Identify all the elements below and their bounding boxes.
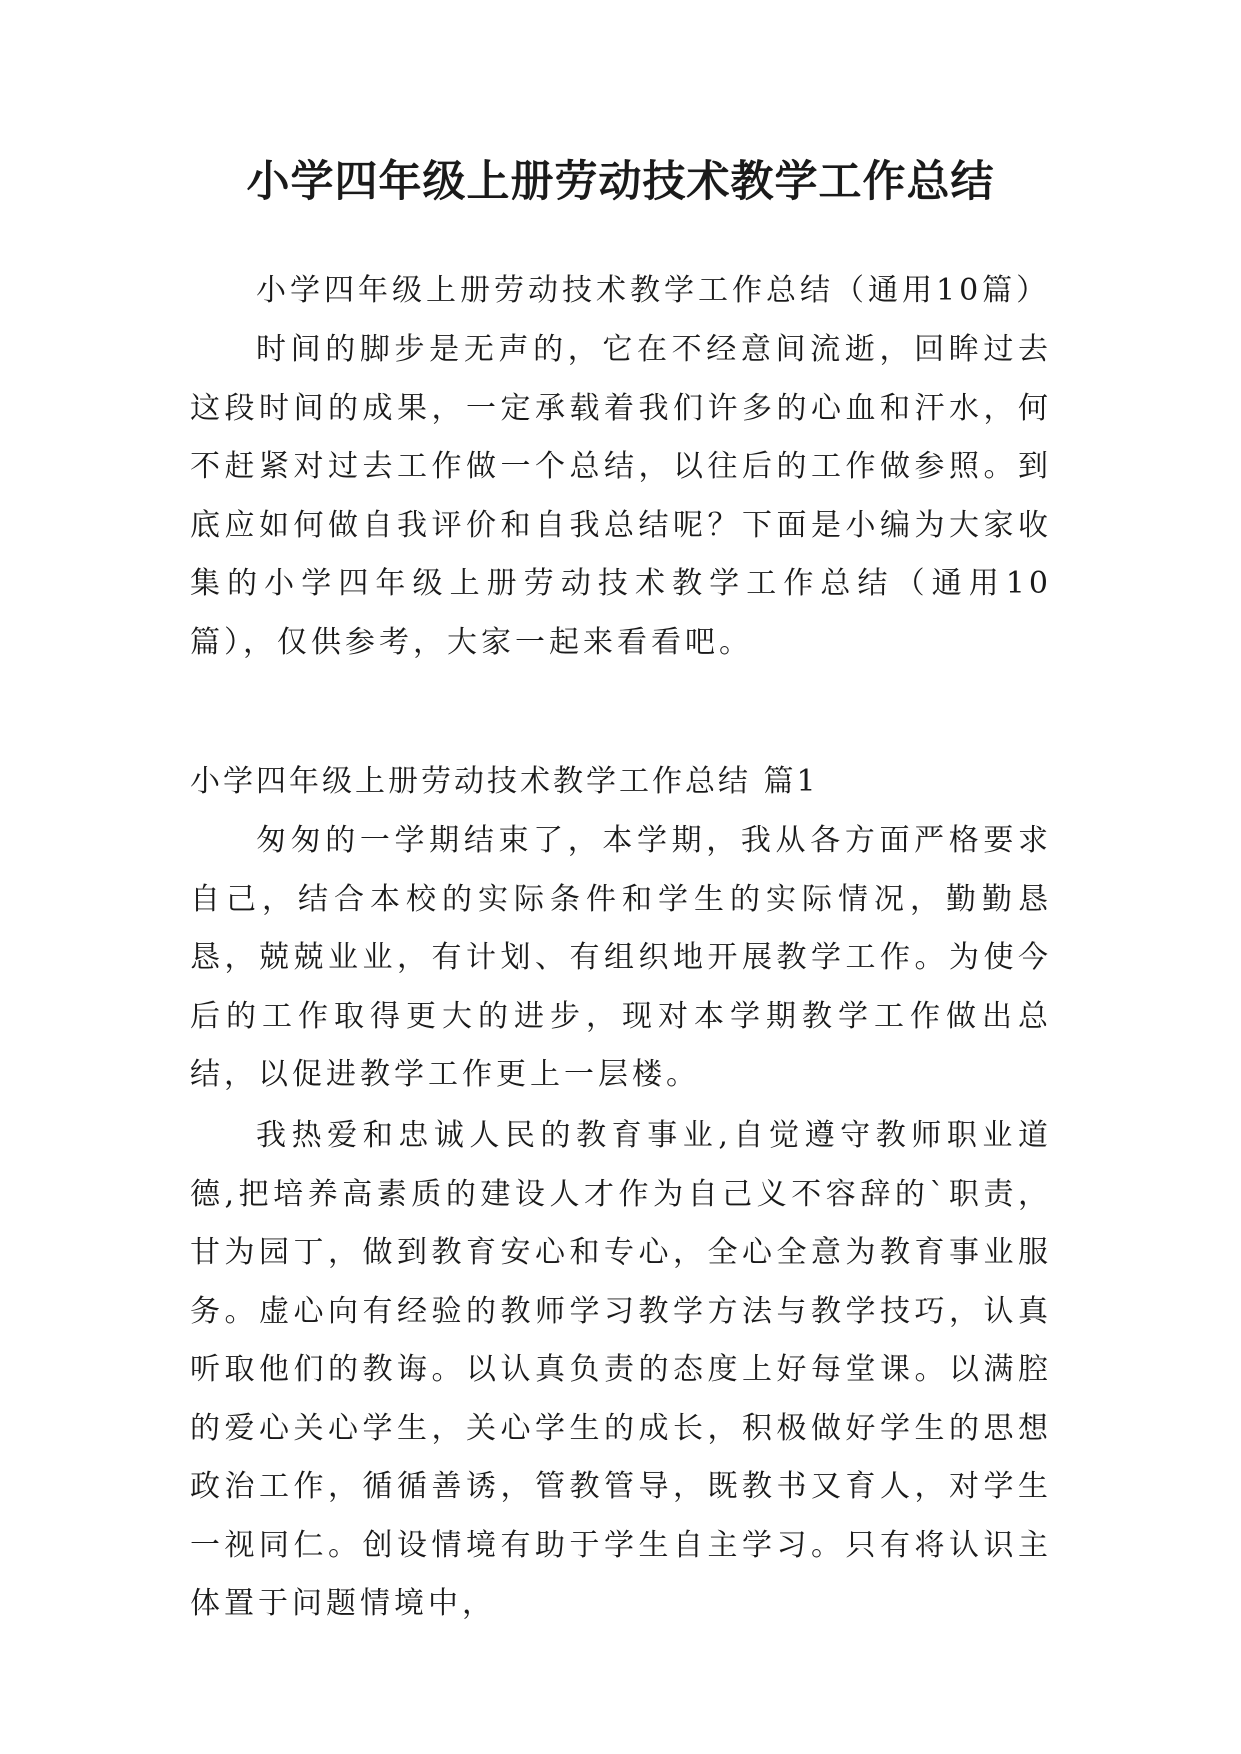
section-paragraph: 我热爱和忠诚人民的教育事业,自觉遵守教师职业道德,把培养高素质的建设人才作为自己义不容辞的`职责，甘为园丁，做到教育安心和专心，全心全意为教育事业服务。虚心向有经验的教师学习教学方法与教学技巧，认真听取他们的教诲。以认真负责的态度上好每堂课。以满腔的爱心关心学生，关心学生的成长，积极做好学生的思想政治工作，循循善诱，管教管导，既教书又育人，对学生一视同仁。创设情境有助于学生自主学习。只有将认识主体置于问题情境中， — [190, 1118, 1052, 1621]
intro-paragraph: 时间的脚步是无声的，它在不经意间流逝，回眸过去这段时间的成果，一定承载着我们许多的心血和汗水，何不赶紧对过去工作做一个总结，以往后的工作做参照。到底应如何做自我评价和自我总结呢？下面是小编为大家收集的小学四年级上册劳动技术教学工作总结（通用10篇），仅供参考，大家一起来看看吧。 — [190, 332, 1052, 660]
section-heading: 小学四年级上册劳动技术教学工作总结 篇1 — [190, 764, 819, 799]
document-title: 小学四年级上册劳动技术教学工作总结 — [246, 157, 995, 207]
section-paragraph: 匆匆的一学期结束了，本学期，我从各方面严格要求自己，结合本校的实际条件和学生的实际情况，勤勤恳恳，兢兢业业，有计划、有组织地开展教学工作。为使今后的工作取得更大的进步，现对本学期教学工作做出总结，以促进教学工作更上一层楼。 — [190, 823, 1052, 1092]
intro-subtitle: 小学四年级上册劳动技术教学工作总结（通用10篇） — [256, 273, 1051, 308]
